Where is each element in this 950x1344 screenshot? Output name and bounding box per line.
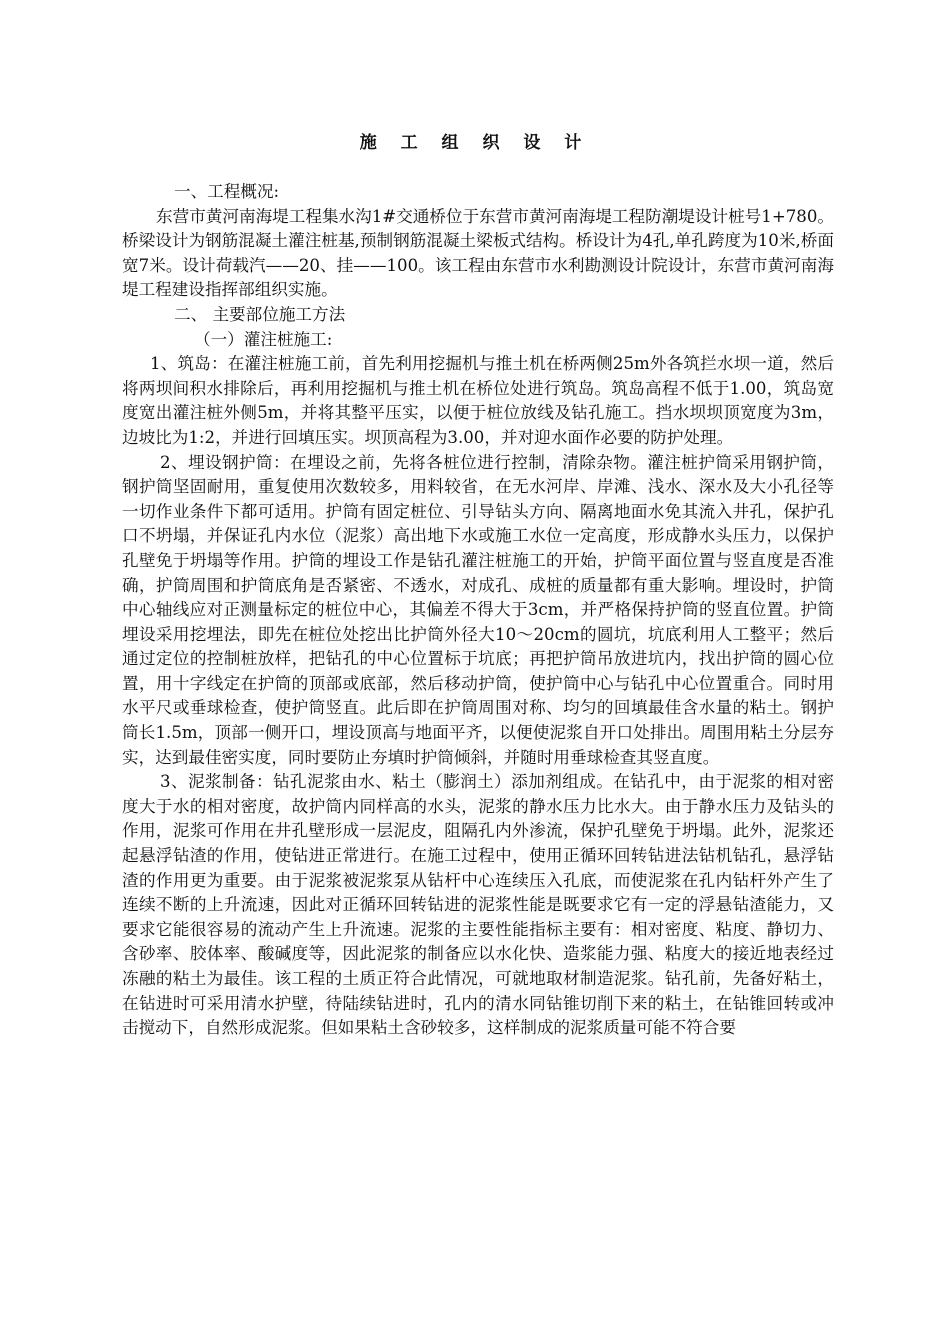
section-heading-overview: 一、工程概况: (174, 182, 280, 201)
document-body (122, 180, 834, 1041)
paragraph-mud: 3、泥浆制备：钻孔泥浆由水、粘土（膨润土）添加剂组成。在钻孔中，由于泥浆的相对密度大于水的相对密度，故护筒内同样高的水头，泥浆的静水压力比水大。由于静水压力及钻头的作用，泥浆可作用在井孔壁形成一层泥皮，阻隔孔内外渗流，保护孔壁免于坍塌。此外，泥浆还起悬浮钻渣的作用，使钻进正常进行。在施工过程中，使用正循环回转钻进法钻机钻孔，悬浮钻渣的作用更为重要。由于泥浆被泥浆泵从钻杆中心连续压入孔底，而使泥浆在孔内钻杆外产生了连续不断的上升流速，因此对正循环回转钻进的泥浆性能是既要求它有一定的浮悬钻渣能力，又要求它能很容易的流动产生上升流速。泥浆的主要性能指标主要有：相对密度、粘度、静切力、含砂率、胶体率、酸碱度等，因此泥浆的制备应以水化快、造浆能力强、粘度大的接近地表经过冻融的粘土为最佳。该工程的土质正符合此情况，可就地取材制造泥浆。钻孔前，先备好粘土，在钻进时可采用清水护壁，待陆续钻进时，孔内的清水同钻锥切削下来的粘土，在钻锥回转或冲击搅动下，自然形成泥浆。但如果粘土含砂较多，这样制成的泥浆质量可能不符合要 (122, 772, 834, 1038)
section-heading-methods: 二、 主要部位施工方法 (174, 304, 346, 324)
paragraph-island: 1、筑岛：在灌注桩施工前，首先利用挖掘机与推土机在桥两侧25m外各筑拦水坝一道，然后将两坝间积水排除后，再利用挖掘机与推土机在桥位处进行筑岛。筑岛高程不低于1.00，筑岛宽度宽出灌注桩外侧5m，并将其整平压实，以便于桩位放线及钻孔施工。挡水坝坝顶宽度为3m，边坡比为1:2，并进行回填压实。坝顶高程为3.00，并对迎水面作必要的防护处理。 (122, 354, 834, 447)
document-title: 施 工 组 织 设 计 (359, 133, 591, 153)
overview-paragraph: 东营市黄河南海堤工程集水沟1#交通桥位于东营市黄河南海堤工程防潮堤设计桩号1+780。桥梁设计为钢筋混凝土灌注桩基,预制钢筋混凝土梁板式结构。桥设计为4孔,单孔跨度为10米,桥面宽7米。设计荷载汽——20、挂——100。该工程由东营市水利勘测设计院设计，东营市黄河南海堤工程建设指挥部组织实施。 (122, 206, 834, 300)
paragraph-casing: 2、埋设钢护筒：在埋设之前，先将各桩位进行控制，清除杂物。灌注桩护筒采用钢护筒，钢护筒坚固耐用，重复使用次数较多，用料较省，在无水河岸、岸滩、浅水、深水及大小孔径等一切作业条件下都可适用。护筒有固定桩位、引导钻头方向、隔离地面水免其流入井孔，保护孔口不坍塌，并保证孔内水位（泥浆）高出地下水或施工水位一定高度，形成静水头压力，以保护孔壁免于坍塌等作用。护筒的埋设工作是钻孔灌注桩施工的开始，护筒平面位置与竖直度是否准确，护筒周围和护筒底角是否紧密、不透水，对成孔、成桩的质量都有重大影响。埋设时，护筒中心轴线应对正测量标定的桩位中心，其偏差不得大于3cm，并严格保持护筒的竖直位置。护筒埋设采用挖埋法，即先在桩位处挖出比护筒外径大10～20cm的圆坑，坑底利用人工整平；然后通过定位的控制桩放样，把钻孔的中心位置标于坑底；再把护筒吊放进坑内，找出护筒的圆心位置，用十字线定在护筒的顶部或底部，然后移动护筒，使护筒中心与钻孔中心位置重合。同时用水平尺或垂球检查，使护筒竖直。此后即在护筒周围对称、均匀的回填最佳含水量的粘土。钢护筒长1.5m，顶部一侧开口，埋设顶高与地面平齐，以便使泥浆自开口处排出。周围用粘土分层夯实，达到最佳密实度，同时要防止夯填时护筒倾斜，并随时用垂球检查其竖直度。 (122, 452, 834, 767)
subsection-heading-piles: （一）灌注桩施工: (194, 329, 333, 349)
